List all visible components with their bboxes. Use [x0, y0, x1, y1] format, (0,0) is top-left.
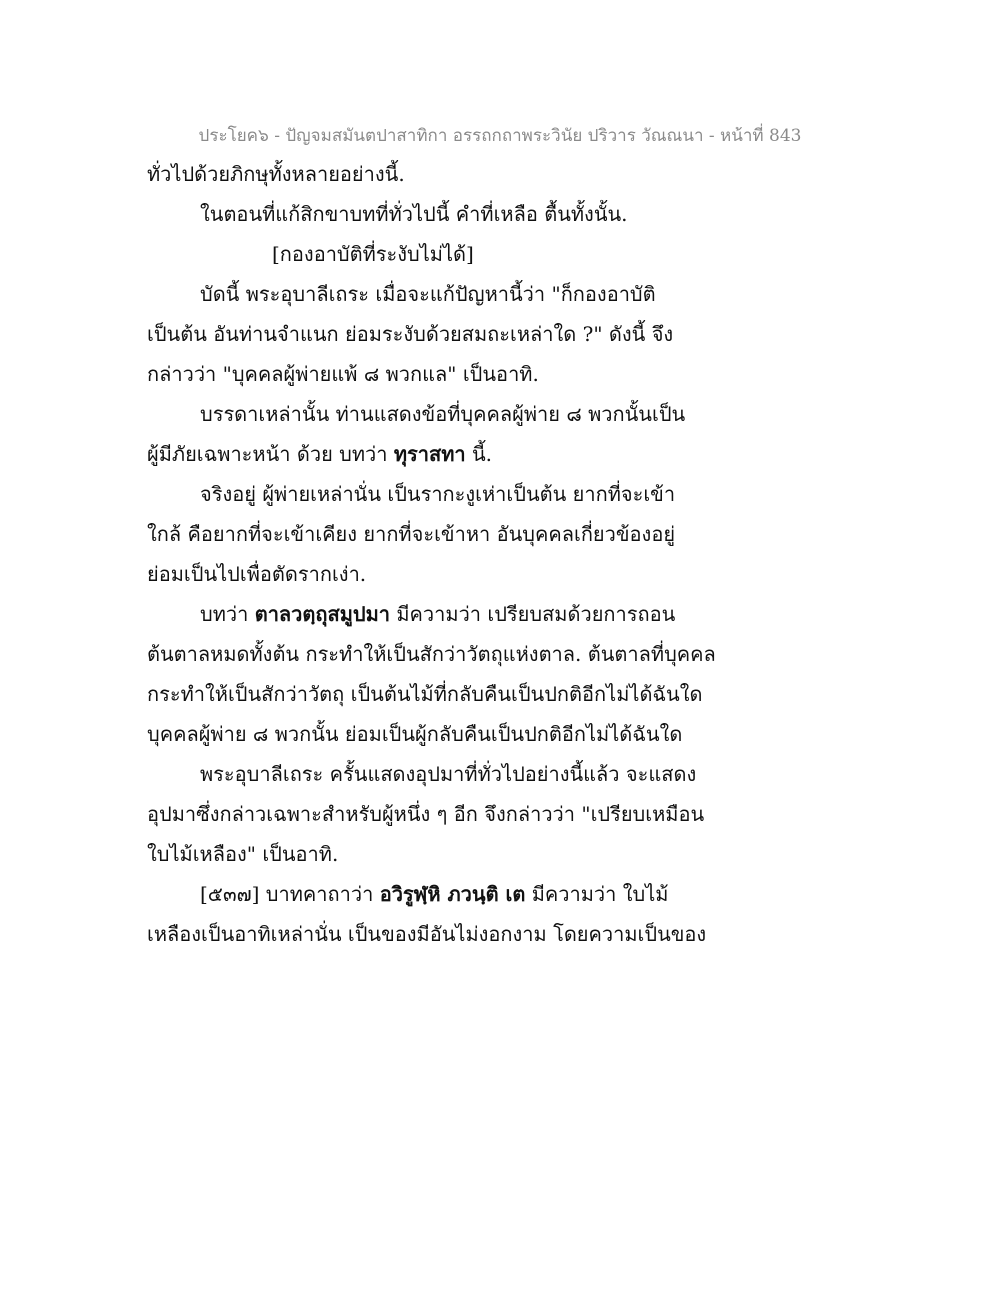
- text-line-8: [147, 440, 492, 468]
- text-line-4: บัดนี้ พระอุบาลีเถระ เมื่อจะแก้ปัญหานี้ว่า "ก็กองอาบัติ: [200, 282, 656, 306]
- bold-term: อวิรูฬฺหิ ภวนฺติ เต: [379, 882, 526, 906]
- text-run: บทว่า: [200, 602, 255, 626]
- page-header: ประโยค๖ - ปัญจมสมันตปาสาทิกา อรรถกถาพระวินัย ปริวาร วัณณนา - หน้าที่ 843: [198, 126, 802, 146]
- text-line-6: กล่าวว่า "บุคคลผู้พ่ายแพ้ ๘ พวกแล" เป็นอาทิ.: [147, 362, 539, 386]
- text-line-12: [200, 600, 675, 628]
- text-line-14: กระทำให้เป็นสักว่าวัตถุ เป็นต้นไม้ที่กลับคืนเป็นปกติอีกไม่ได้ฉันใด: [147, 682, 703, 706]
- text-line-20: เหลืองเป็นอาทิเหล่านั่น เป็นของมีอันไม่งอกงาม โดยความเป็นของ: [147, 922, 707, 946]
- text-run: มีความว่า ใบไม้: [525, 882, 669, 906]
- text-line-2: ในตอนที่แก้สิกขาบทที่ทั่วไปนี้ คำที่เหลือ ตื้นทั้งนั้น.: [200, 202, 628, 226]
- text-line-19: [200, 880, 668, 908]
- text-line-7: บรรดาเหล่านั้น ท่านแสดงข้อที่บุคคลผู้พ่าย ๘ พวกนั้นเป็น: [200, 402, 686, 426]
- text-line-11: ย่อมเป็นไปเพื่อตัดรากเง่า.: [147, 562, 367, 586]
- text-run: ผู้มีภัยเฉพาะหน้า ด้วย บทว่า: [147, 442, 394, 466]
- text-line-1: ทั่วไปด้วยภิกษุทั้งหลายอย่างนี้.: [147, 162, 405, 186]
- text-line-5: เป็นต้น อันท่านจำแนก ย่อมระงับด้วยสมถะเหล่าใด ?" ดังนี้ จึง: [147, 322, 674, 346]
- text-run: มีความว่า เปรียบสมด้วยการถอน: [390, 602, 676, 626]
- bold-term: ทุราสทา: [393, 442, 466, 466]
- text-line-16: พระอุบาลีเถระ ครั้นแสดงอุปมาที่ทั่วไปอย่างนี้แล้ว จะแสดง: [200, 762, 697, 786]
- bold-term: ตาลวตฺถุสมูปมา: [254, 602, 391, 626]
- text-line-10: ใกล้ คือยากที่จะเข้าเคียง ยากที่จะเข้าหา อันบุคคลเกี่ยวข้องอยู่: [147, 522, 676, 546]
- text-run: [๕๓๗] บาทคาถาว่า: [200, 882, 380, 906]
- text-line-13: ต้นตาลหมดทั้งต้น กระทำให้เป็นสักว่าวัตถุแห่งตาล. ต้นตาลที่บุคคล: [147, 642, 716, 666]
- text-line-9: จริงอยู่ ผู้พ่ายเหล่านั่น เป็นรากะงูเห่าเป็นต้น ยากที่จะเข้า: [200, 482, 676, 506]
- text-line-15: บุคคลผู้พ่าย ๘ พวกนั้น ย่อมเป็นผู้กลับคืนเป็นปกติอีกไม่ได้ฉันใด: [147, 722, 683, 746]
- text-line-17: อุปมาซึ่งกล่าวเฉพาะสำหรับผู้หนึ่ง ๆ อีก จึงกล่าวว่า "เปรียบเหมือน: [147, 802, 705, 826]
- section-heading: [กองอาบัติที่ระงับไม่ได้]: [272, 242, 474, 266]
- text-line-18: ใบไม้เหลือง" เป็นอาทิ.: [147, 842, 339, 866]
- text-run: นี้.: [465, 442, 493, 466]
